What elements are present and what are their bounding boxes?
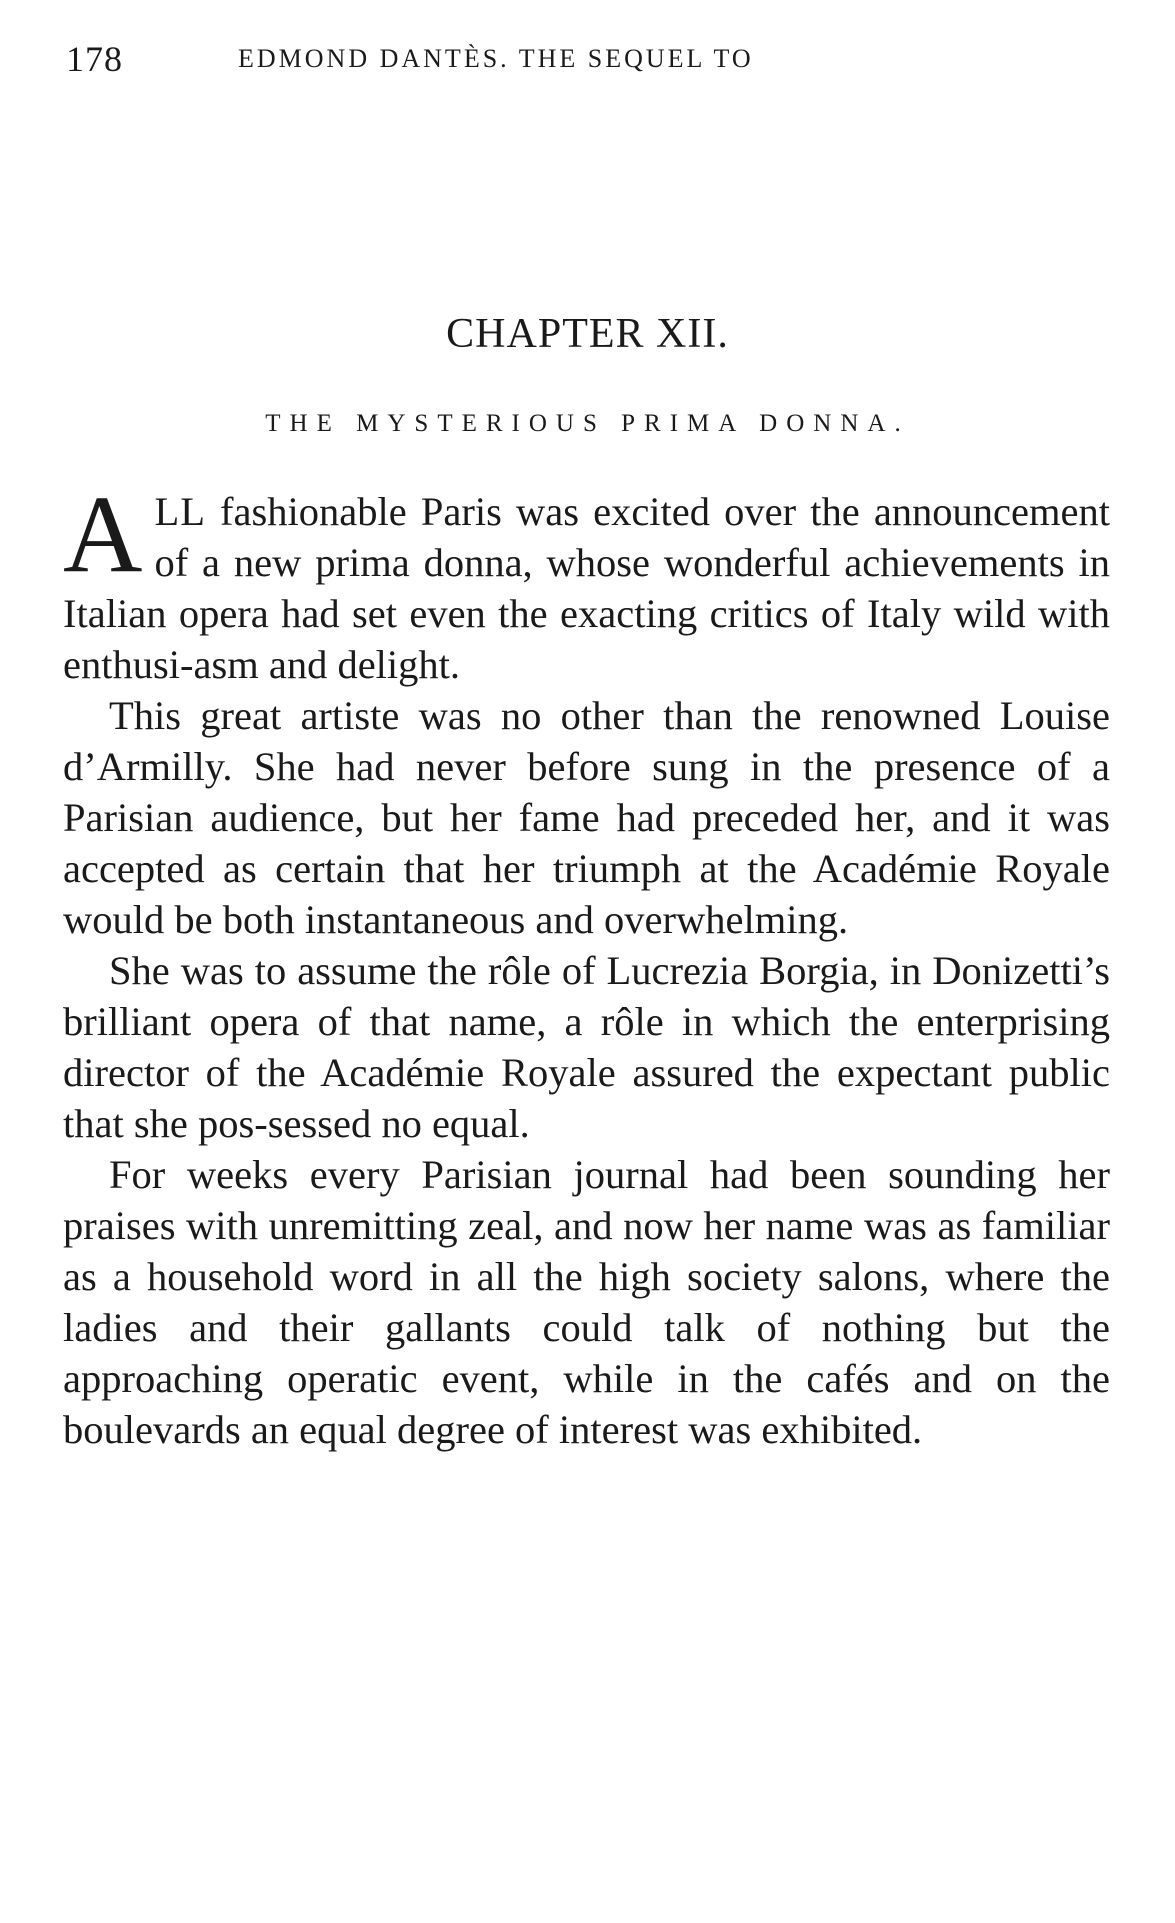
chapter-title: CHAPTER XII.: [446, 311, 729, 357]
paragraph-lead-caps: LL: [154, 489, 206, 534]
paragraph-1: [63, 473, 1110, 690]
running-head: [66, 38, 1106, 78]
chapter-subtitle: THE MYSTERIOUS PRIMA DONNA.: [265, 410, 910, 437]
running-title: EDMOND DANTÈS. THE SEQUEL TO: [238, 44, 754, 73]
paragraph-2: This great artiste was no other than the renowned Louise d’Armilly. She had never before sung in the presence of a Parisian audience, but her fame had preceded her, and it was accepted as certain that her triumph at the Académie Royale would be both instantaneous and overwhelming.: [63, 693, 1110, 942]
paragraph-1-text: fashionable Paris was excited over the announcement of a new prima donna, whose wonderful achievements in Italian opera had set even the exacting critics of Italy wild with enthusi-asm and delight.: [63, 489, 1110, 687]
page-number: 178: [66, 39, 123, 79]
chapter-body: [63, 473, 1110, 1455]
paragraph-3: She was to assume the rôle of Lucrezia Borgia, in Donizetti’s brilliant opera of that name, a rôle in which the enterprising director of the Académie Royale assured the expectant public that she pos-sessed no equal.: [63, 948, 1110, 1146]
drop-cap: A: [63, 473, 143, 595]
paragraph-4: For weeks every Parisian journal had been sounding her praises with unremitting zeal, and now her name was as familiar as a household word in all the high society salons, where the ladies and their gallants could talk of nothing but the approaching operatic event, while in the cafés and on the boulevards an equal degree of interest was exhibited.: [63, 1152, 1110, 1452]
